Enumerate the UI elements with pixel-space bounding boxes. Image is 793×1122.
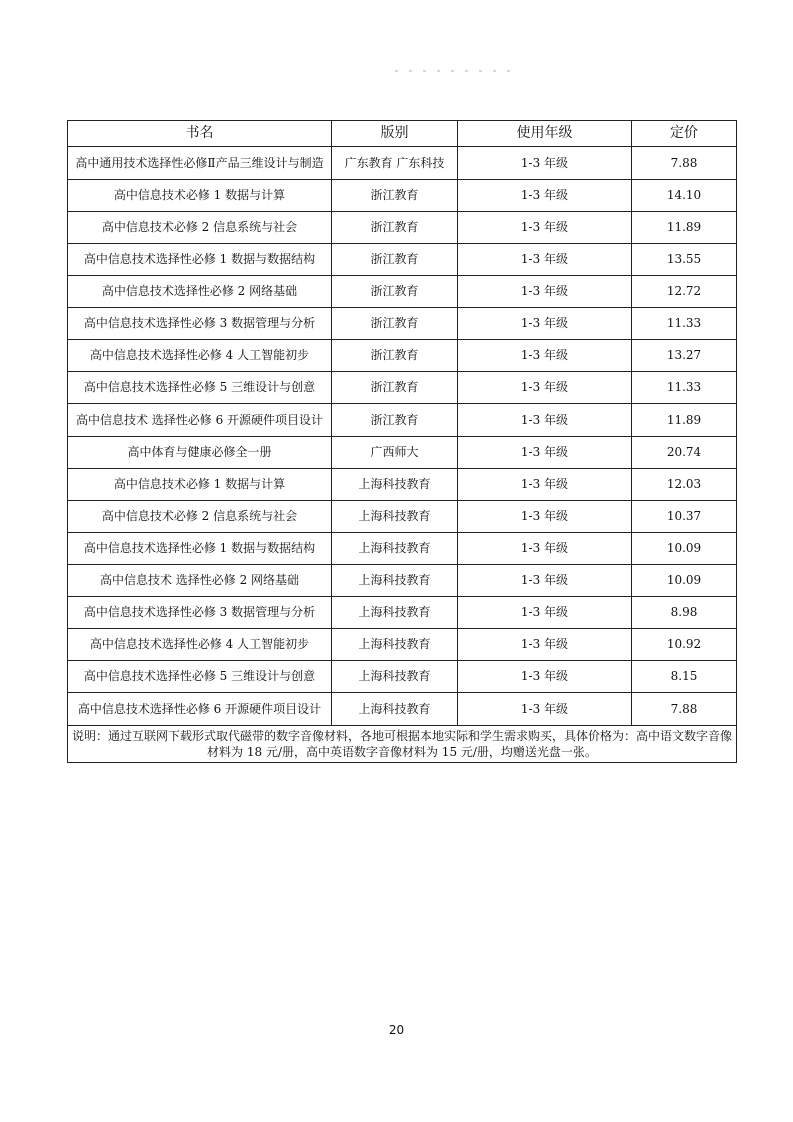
table-row: [68, 629, 737, 661]
edition-cell: 浙江教育: [332, 276, 458, 308]
grade-cell: 1-3 年级: [458, 693, 632, 726]
price-cell: 10.92: [632, 629, 737, 661]
price-cell: 8.15: [632, 661, 737, 693]
table-row: [68, 469, 737, 501]
grade-cell: 1-3 年级: [458, 501, 632, 533]
price-cell: 7.88: [632, 147, 737, 180]
book-name-cell: 高中信息技术必修 2 信息系统与社会: [68, 501, 332, 533]
book-name-cell: 高中信息技术必修 1 数据与计算: [68, 180, 332, 212]
grade-cell: 1-3 年级: [458, 629, 632, 661]
book-name-cell: 高中信息技术选择性必修 3 数据管理与分析: [68, 597, 332, 629]
book-name-cell: 高中信息技术选择性必修 6 开源硬件项目设计: [68, 693, 332, 726]
book-name-cell: 高中信息技术必修 2 信息系统与社会: [68, 212, 332, 244]
grade-cell: 1-3 年级: [458, 276, 632, 308]
edition-cell: 浙江教育: [332, 372, 458, 404]
table-row: [68, 565, 737, 597]
table-note-row: [68, 726, 737, 763]
edition-cell: 上海科技教育: [332, 533, 458, 565]
grade-cell: 1-3 年级: [458, 565, 632, 597]
price-cell: 14.10: [632, 180, 737, 212]
book-name-cell: 高中信息技术选择性必修 5 三维设计与创意: [68, 661, 332, 693]
grade-cell: 1-3 年级: [458, 597, 632, 629]
grade-cell: 1-3 年级: [458, 308, 632, 340]
header-grade: 使用年级: [458, 121, 632, 147]
grade-cell: 1-3 年级: [458, 404, 632, 437]
book-name-cell: 高中信息技术必修 1 数据与计算: [68, 469, 332, 501]
grade-cell: 1-3 年级: [458, 661, 632, 693]
price-cell: 11.89: [632, 404, 737, 437]
book-name-cell: 高中信息技术选择性必修 5 三维设计与创意: [68, 372, 332, 404]
grade-cell: 1-3 年级: [458, 469, 632, 501]
table-row: [68, 501, 737, 533]
book-name-cell: 高中信息技术选择性必修 3 数据管理与分析: [68, 308, 332, 340]
header-book-name: 书名: [68, 121, 332, 147]
edition-cell: 浙江教育: [332, 212, 458, 244]
edition-cell: 广西师大: [332, 437, 458, 469]
table-row: [68, 276, 737, 308]
grade-cell: 1-3 年级: [458, 147, 632, 180]
book-name-cell: 高中通用技术选择性必修Ⅱ产品三维设计与制造: [68, 147, 332, 180]
table-row: [68, 340, 737, 372]
book-name-cell: 高中信息技术 选择性必修 2 网络基础: [68, 565, 332, 597]
edition-cell: 广东教育 广东科技: [332, 147, 458, 180]
price-cell: 11.33: [632, 372, 737, 404]
book-name-cell: 高中信息技术选择性必修 1 数据与数据结构: [68, 244, 332, 276]
price-cell: 11.89: [632, 212, 737, 244]
book-name-cell: 高中信息技术选择性必修 2 网络基础: [68, 276, 332, 308]
grade-cell: 1-3 年级: [458, 244, 632, 276]
price-cell: 12.03: [632, 469, 737, 501]
table-row: [68, 404, 737, 437]
table-row: [68, 661, 737, 693]
edition-cell: 浙江教育: [332, 180, 458, 212]
table-row: [68, 180, 737, 212]
table-row: [68, 372, 737, 404]
table-row: [68, 244, 737, 276]
book-name-cell: 高中信息技术选择性必修 1 数据与数据结构: [68, 533, 332, 565]
page-number: 20: [388, 1023, 405, 1037]
price-cell: 13.27: [632, 340, 737, 372]
price-cell: 7.88: [632, 693, 737, 726]
grade-cell: 1-3 年级: [458, 180, 632, 212]
table-row: [68, 437, 737, 469]
edition-cell: 上海科技教育: [332, 501, 458, 533]
edition-cell: 浙江教育: [332, 308, 458, 340]
edition-cell: 上海科技教育: [332, 469, 458, 501]
book-name-cell: 高中信息技术 选择性必修 6 开源硬件项目设计: [68, 404, 332, 437]
edition-cell: 上海科技教育: [332, 661, 458, 693]
edition-cell: 上海科技教育: [332, 565, 458, 597]
book-name-cell: 高中信息技术选择性必修 4 人工智能初步: [68, 340, 332, 372]
textbook-price-table: [67, 120, 737, 763]
price-cell: 10.09: [632, 533, 737, 565]
edition-cell: 上海科技教育: [332, 629, 458, 661]
price-cell: 12.72: [632, 276, 737, 308]
grade-cell: 1-3 年级: [458, 372, 632, 404]
header-price: 定价: [632, 121, 737, 147]
grade-cell: 1-3 年级: [458, 212, 632, 244]
price-cell: 11.33: [632, 308, 737, 340]
table-row: [68, 597, 737, 629]
price-cell: 8.98: [632, 597, 737, 629]
table-row: [68, 693, 737, 726]
book-name-cell: 高中信息技术选择性必修 4 人工智能初步: [68, 629, 332, 661]
book-name-cell: 高中体育与健康必修全一册: [68, 437, 332, 469]
table-header-row: [68, 121, 737, 147]
table-row: [68, 533, 737, 565]
table-row: [68, 308, 737, 340]
header-edition: 版别: [332, 121, 458, 147]
scan-mark: [395, 70, 515, 72]
edition-cell: 上海科技教育: [332, 693, 458, 726]
price-cell: 20.74: [632, 437, 737, 469]
grade-cell: 1-3 年级: [458, 437, 632, 469]
table-body: [68, 147, 737, 726]
table-row: [68, 212, 737, 244]
edition-cell: 浙江教育: [332, 244, 458, 276]
edition-cell: 上海科技教育: [332, 597, 458, 629]
price-cell: 10.09: [632, 565, 737, 597]
grade-cell: 1-3 年级: [458, 340, 632, 372]
grade-cell: 1-3 年级: [458, 533, 632, 565]
edition-cell: 浙江教育: [332, 404, 458, 437]
table-note: 说明：通过互联网下载形式取代磁带的数字音像材料，各地可根据本地实际和学生需求购买，具体价格为：高中语文数字音像材料为 18 元/册，高中英语数字音像材料为 15 元/册，均赠送光盘一张。: [68, 726, 737, 763]
table-row: [68, 147, 737, 180]
edition-cell: 浙江教育: [332, 340, 458, 372]
price-cell: 13.55: [632, 244, 737, 276]
price-cell: 10.37: [632, 501, 737, 533]
